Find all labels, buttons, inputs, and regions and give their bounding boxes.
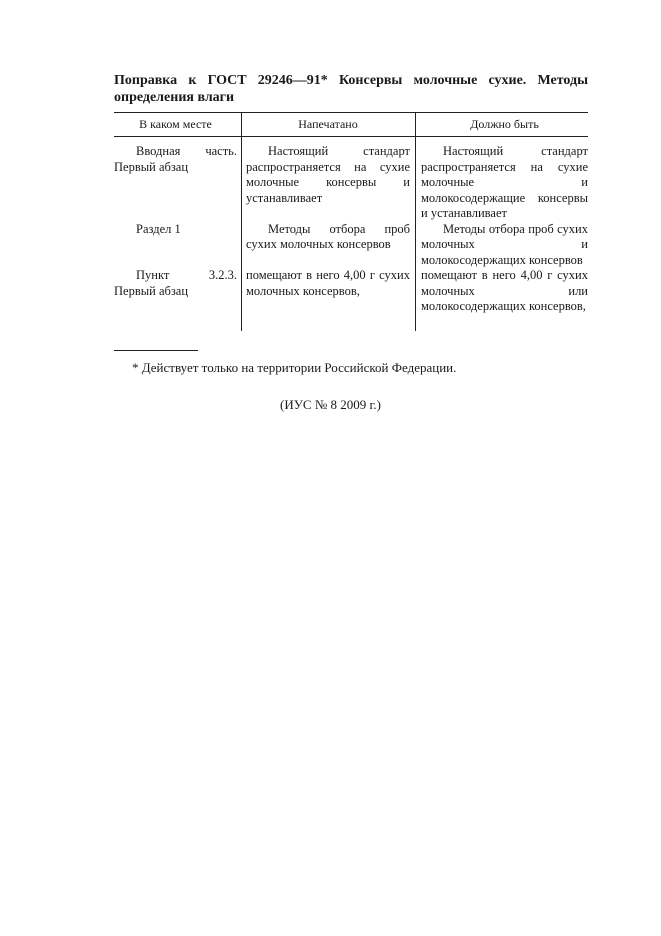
document-title: Поправка к ГОСТ 29246—91* Консервы молочные сухие. Методы определения влаги bbox=[114, 73, 588, 105]
table-row bbox=[114, 222, 588, 269]
cell-correct: Настоящий стандарт распространяется на сухие молочные и молокосодержащие консервы и устанавливает bbox=[415, 137, 588, 222]
cell-place: Раздел 1 bbox=[136, 221, 181, 236]
table-row bbox=[114, 268, 588, 331]
header-printed: Напечатано bbox=[241, 113, 415, 136]
cell-correct: Методы отбора проб сухих молочных и молокосодержащих консервов bbox=[415, 222, 588, 269]
header-correct: Должно быть bbox=[415, 113, 588, 136]
cell-printed: помещают в него 4,00 г сухих молочных консервов, bbox=[241, 268, 415, 331]
cell-place: Вводная часть. Первый абзац bbox=[114, 144, 237, 174]
cell-printed: Настоящий стандарт распространяется на сухие молочные консервы и устанавливает bbox=[241, 137, 415, 222]
source-reference: (ИУС № 8 2009 г.) bbox=[280, 397, 381, 412]
footnote: * Действует только на территории Российской Федерации. bbox=[132, 360, 457, 375]
table-body bbox=[114, 137, 588, 331]
table-header bbox=[114, 112, 588, 137]
correction-table bbox=[114, 112, 588, 331]
cell-printed: Методы отбора проб сухих молочных консервов bbox=[241, 222, 415, 269]
header-place: В каком месте bbox=[139, 116, 212, 131]
table-row bbox=[114, 137, 588, 222]
cell-place: Пункт 3.2.3. Первый абзац bbox=[114, 268, 237, 298]
footnote-divider bbox=[114, 350, 198, 351]
cell-correct: помещают в него 4,00 г сухих молочных или молокосодержащих консервов, bbox=[415, 268, 588, 331]
